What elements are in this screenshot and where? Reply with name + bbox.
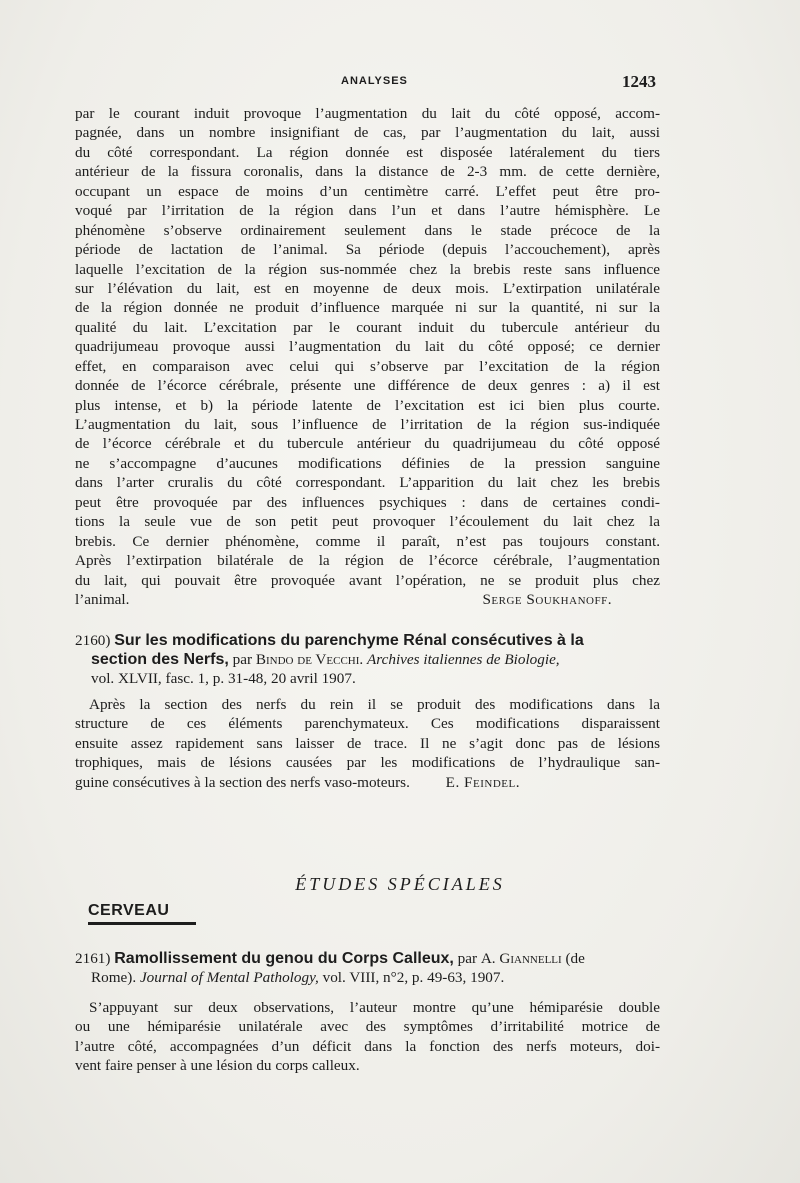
- author-signature: E. Feindel.: [445, 773, 520, 791]
- entry-title: Ramollissement du genou du Corps Calleux,: [114, 950, 454, 967]
- last-text-line: guine consécutives à la section des nerfs vaso-moteurs.: [75, 773, 410, 791]
- text-line: par le courant induit provoque l’augmentation du lait du côté opposé, accom-: [75, 105, 660, 122]
- author-signature: Serge Soukhanoff.: [482, 590, 612, 608]
- text-line: Après l’extirpation bilatérale de la région de l’écorce cérébrale, l’augmentation: [75, 552, 660, 570]
- entry-2160-heading: [75, 631, 660, 688]
- paragraph-soukhanoff: [75, 104, 660, 609]
- page-number: 1243: [622, 72, 656, 91]
- entry-author: A. Giannelli: [480, 950, 562, 967]
- entry-heading-line: [75, 968, 660, 987]
- signature-line: [75, 773, 660, 792]
- text-line: dans l’arter cruralis du côté correspondant. L’apparition du lait chez les brebis: [75, 474, 660, 492]
- text-line: qualité du lait. L’excitation par le courant induit du tubercule antérieur du: [75, 318, 660, 336]
- entry-number: 2160): [75, 632, 111, 649]
- text-line: du lait, qui pouvait être provoquée avant l’opération, ne se produit plus chez: [75, 571, 660, 589]
- entry-number: 2161): [75, 950, 111, 967]
- text-line: antérieur de la fissura coronalis, dans la distance de 2-3 mm. de cette dernière,: [75, 163, 660, 181]
- text-line: ou une hémiparésie unilatérale avec des symptômes d’irritabilité motrice de: [75, 1018, 660, 1036]
- subsection-underline: [88, 922, 196, 925]
- text-line: effet, en comparaison avec celui qui s’observe par l’excitation de la région: [75, 357, 660, 375]
- text-line: quadrijumeau provoque aussi l’augmentation du lait du côté opposé; ce dernier: [75, 338, 660, 356]
- entry-heading-line: [75, 949, 660, 968]
- paragraph-feindel: [75, 695, 660, 792]
- text-line: plus intense, et b) la période latente de l’excitation est ici bien plus courte.: [75, 396, 660, 414]
- entry-journal: Archives italiennes de Biologie,: [367, 651, 560, 668]
- entry-by: par: [232, 651, 253, 668]
- text-line: période de lactation de l’animal. Sa période (depuis l’accouchement), après: [75, 241, 660, 259]
- entry-citation: vol. VIII, n°2, p. 49-63, 1907.: [322, 969, 505, 986]
- text-line: brebis. Ce dernier phénomène, comme il paraît, n’est pas toujours constant.: [75, 532, 660, 550]
- text-line: S’appuyant sur deux observations, l’auteur montre qu’une hémiparésie double: [89, 999, 660, 1016]
- signature-line: [75, 590, 660, 609]
- last-text-line: l’animal.: [75, 590, 130, 608]
- last-text-line: vent faire penser à une lésion du corps calleux.: [75, 1057, 360, 1075]
- section-heading: ÉTUDES SPÉCIALES: [295, 874, 505, 894]
- entry-heading-line: [75, 650, 660, 669]
- entry-author: Bindo de Vecchi.: [255, 651, 364, 668]
- text-line: Après la section des nerfs du rein il se produit des modifications dans la: [89, 696, 660, 713]
- text-line: de la région donnée ne produit d’influence marquée ni sur la quantité, ni sur la: [75, 299, 660, 317]
- text-line: donnée de l’écorce cérébrale, présente une différence de deux genres : a) il est: [75, 377, 660, 395]
- entry-place: Rome).: [91, 969, 137, 986]
- entry-citation: vol. XLVII, fasc. 1, p. 31-48, 20 avril 1907.: [91, 670, 356, 687]
- text-line: structure de ces éléments parenchymateux. Ces modifications disparaissent: [75, 715, 660, 733]
- entry-title: Sur les modifications du parenchyme Rénal consécutives à la: [114, 632, 584, 649]
- entry-heading-line: [75, 631, 660, 650]
- paragraph-giannelli: [75, 998, 660, 1076]
- text-line: l’autre côté, accompagnées d’un déficit dans la fonction des nerfs moteurs, doi-: [75, 1037, 660, 1055]
- running-head-title: ANALYSES: [341, 75, 408, 87]
- entry-author-place: (de: [565, 950, 585, 967]
- text-line: L’augmentation du lait, sous l’influence de l’irritation de la région sus-indiquée: [75, 416, 660, 433]
- entry-2161-heading: [75, 949, 660, 987]
- text-line: ne s’accompagne d’aucunes modifications définies de la pression sanguine: [75, 454, 660, 472]
- running-head: [0, 72, 800, 92]
- text-line: pagnée, dans un nombre insignifiant de cas, par l’augmentation du lait, aussi: [75, 124, 660, 142]
- entry-journal: Journal of Mental Pathology,: [139, 969, 319, 986]
- text-line: voqué par l’irritation de la région dans l’un et dans l’autre hémisphère. Le: [75, 202, 660, 220]
- text-line: ensuite assez rapidement sans laisser de trace. Il ne s’agit donc pas de lésions: [75, 734, 660, 752]
- text-line: occupant un espace de moins d’un centimètre carré. L’effet peut être pro-: [75, 182, 660, 200]
- text-line: laquelle l’excitation de la région sus-nommée chez la brebis reste sans influence: [75, 260, 660, 278]
- text-line: phénomène s’observe ordinairement seulement dans le stade précoce de la: [75, 221, 660, 239]
- text-line: sur l’élévation du lait, est en moyenne de deux mois. L’extirpation unilatérale: [75, 279, 660, 297]
- text-line: de l’écorce cérébrale et du tubercule antérieur du quadrijumeau du côté opposé: [75, 435, 660, 453]
- text-line: tions la seule vue de son petit peut provoquer l’écoulement du lait chez la: [75, 513, 660, 531]
- text-line: trophiques, mais de lésions causées par les modifications de l’hydraulique san-: [75, 754, 660, 772]
- entry-title-cont: section des Nerfs,: [91, 651, 229, 668]
- text-line: peut être provoquée par des influences psychiques : dans de certaines condi-: [75, 493, 660, 511]
- subsection-heading: CERVEAU: [88, 902, 170, 919]
- text-line: du côté correspondant. La région donnée est disposée latéralement du tiers: [75, 143, 660, 161]
- entry-by: par: [457, 950, 478, 967]
